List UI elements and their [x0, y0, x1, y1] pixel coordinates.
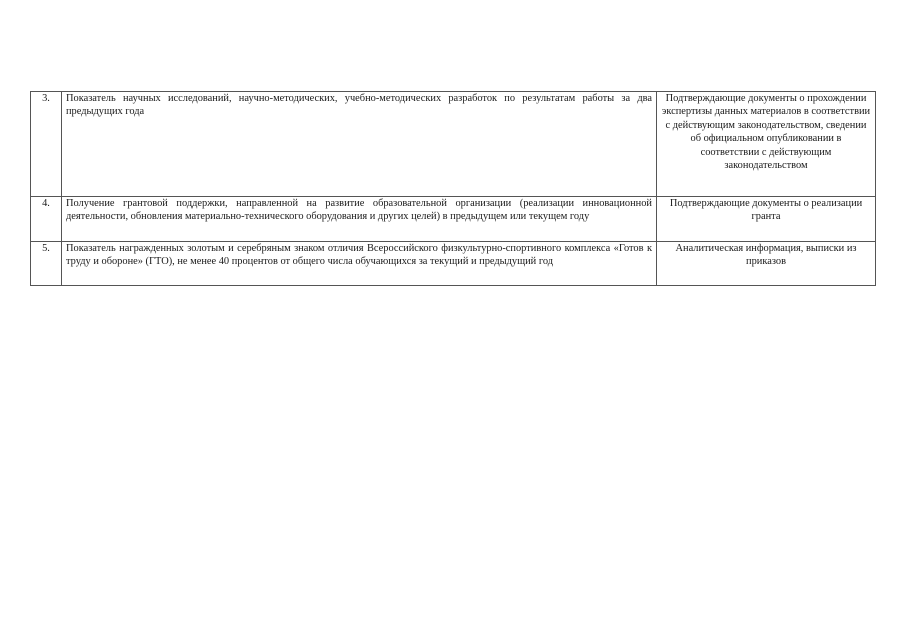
table-row [31, 242, 876, 286]
criterion-text: Получение грантовой поддержки, направленной на развитие образовательной организации (реализации инновационной деятельности, обновления материально-технического оборудования и других целей) в предыдущем или текущем году [62, 197, 657, 242]
confirming-documents: Аналитическая информация, выписки из приказов [657, 242, 876, 286]
criterion-text: Показатель награжденных золотым и серебряным знаком отличия Всероссийского физкультурно-спортивного комплекса «Готов к труду и обороне» (ГТО), не менее 40 процентов от общего числа обучающихся за текущий и предыдущий год [62, 242, 657, 286]
table-row [31, 92, 876, 197]
confirming-documents: Подтверждающие документы о прохождении экспертизы данных материалов в соответствии с действующим законодательством, сведении об официальном опубликовании в соответствии с действующим законодательством [657, 92, 876, 197]
confirming-documents: Подтверждающие документы о реализации гранта [657, 197, 876, 242]
row-number: 5. [31, 242, 62, 286]
row-number: 3. [31, 92, 62, 197]
criterion-text: Показатель научных исследований, научно-методических, учебно-методических разработок по результатам работы за два предыдущих года [62, 92, 657, 197]
table-row [31, 197, 876, 242]
row-number: 4. [31, 197, 62, 242]
criteria-table [30, 91, 876, 286]
